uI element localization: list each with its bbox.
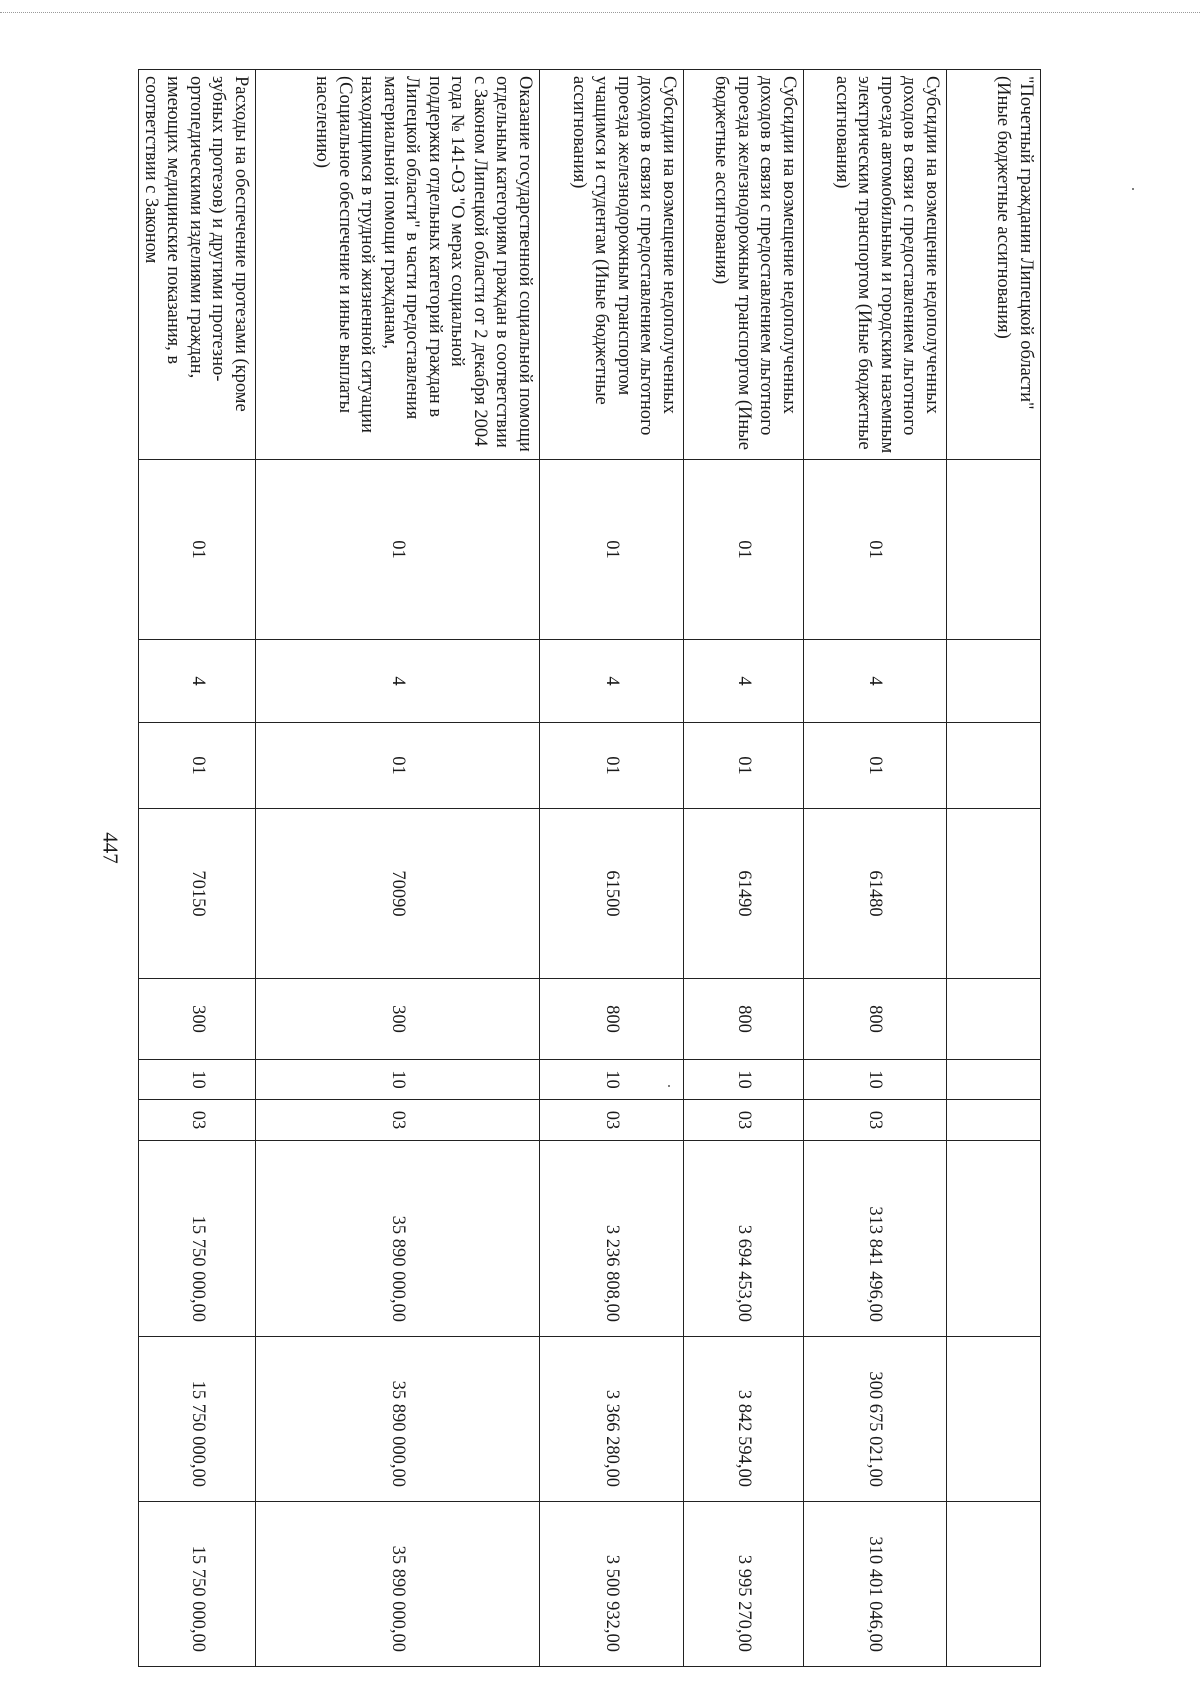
table-row [804, 70, 947, 1667]
table-row [947, 70, 1041, 1667]
cell-code7: 03 [684, 1100, 804, 1141]
cell-amount1 [947, 1141, 1041, 1337]
cell-amount2: 15 750 000,00 [139, 1337, 256, 1502]
cell-code4: 61480 [804, 809, 947, 979]
cell-code7: 03 [540, 1100, 684, 1141]
cell-code6 [947, 1060, 1041, 1100]
cell-code5: 300 [139, 979, 256, 1060]
rotated-table-sheet [141, 69, 1041, 1666]
cell-amount3: 3 995 270,00 [684, 1502, 804, 1667]
row-description: Оказание государственной социальной помощи отдельным категориям граждан в соответствии с Законом Липецкой области от 2 декабря 2004 года № 141-ОЗ "О мерах социальной поддержки отдельных категорий граждан в Липецкой области" в части предоставления материальной помощи гражданам, находящимся в трудной жизненной ситуации (Социальное обеспечение и иные выплаты населению) [256, 70, 540, 460]
cell-code3: 01 [684, 723, 804, 809]
cell-code1 [947, 460, 1041, 640]
row-description: "Почетный гражданин Липецкой области" (Иные бюджетные ассигнования) [947, 70, 1041, 460]
cell-amount1: 15 750 000,00 [139, 1141, 256, 1337]
cell-code3: 01 [804, 723, 947, 809]
table-row [256, 70, 540, 1667]
cell-code6: 10 [540, 1060, 684, 1100]
cell-code3 [947, 723, 1041, 809]
cell-amount1: 3 236 808,00 [540, 1141, 684, 1337]
cell-code5: 300 [256, 979, 540, 1060]
row-description: Расходы на обеспечение протезами (кроме зубных протезов) и другими протезно-ортопедическими изделиями граждан, имеющих медицинские показания, в соответствии с Законом [139, 70, 256, 460]
row-description: Субсидии на возмещение недополученных доходов в связи с предоставлением льготного проезда железнодорожным транспортом учащимся и студентам (Иные бюджетные ассигнования) [540, 70, 684, 460]
cell-amount3: 35 890 000,00 [256, 1502, 540, 1667]
cell-amount3: 3 500 932,00 [540, 1502, 684, 1667]
cell-code3: 01 [540, 723, 684, 809]
cell-code2: 4 [804, 640, 947, 723]
cell-amount3 [947, 1502, 1041, 1667]
cell-amount2: 3 366 280,00 [540, 1337, 684, 1502]
cell-code6: 10 [804, 1060, 947, 1100]
scan-speck [1132, 188, 1134, 190]
cell-code3: 01 [139, 723, 256, 809]
cell-code1: 01 [139, 460, 256, 640]
cell-code1: 01 [540, 460, 684, 640]
cell-code7: 03 [139, 1100, 256, 1141]
cell-amount1: 313 841 496,00 [804, 1141, 947, 1337]
table-row [684, 70, 804, 1667]
scan-top-edge [0, 12, 1200, 13]
cell-code5: 800 [804, 979, 947, 1060]
budget-table [139, 69, 1042, 1667]
cell-amount2: 300 675 021,00 [804, 1337, 947, 1502]
cell-amount2 [947, 1337, 1041, 1502]
cell-code4 [947, 809, 1041, 979]
table-row [540, 70, 684, 1667]
cell-code1: 01 [684, 460, 804, 640]
cell-code3: 01 [256, 723, 540, 809]
table-row [139, 70, 256, 1667]
cell-amount3: 310 401 046,00 [804, 1502, 947, 1667]
cell-code5 [947, 979, 1041, 1060]
cell-code6: 10 [684, 1060, 804, 1100]
cell-code2: 4 [139, 640, 256, 723]
cell-amount1: 3 694 453,00 [684, 1141, 804, 1337]
cell-code4: 70150 [139, 809, 256, 979]
cell-code4: 61490 [684, 809, 804, 979]
cell-code2: 4 [540, 640, 684, 723]
cell-amount2: 3 842 594,00 [684, 1337, 804, 1502]
cell-code7: 03 [256, 1100, 540, 1141]
cell-code6: 10 [139, 1060, 256, 1100]
cell-code2 [947, 640, 1041, 723]
cell-amount2: 35 890 000,00 [256, 1337, 540, 1502]
cell-code7: 03 [804, 1100, 947, 1141]
cell-amount1: 35 890 000,00 [256, 1141, 540, 1337]
cell-code4: 61500 [540, 809, 684, 979]
cell-code5: 800 [684, 979, 804, 1060]
cell-code7 [947, 1100, 1041, 1141]
cell-code6: 10 [256, 1060, 540, 1100]
cell-code2: 4 [256, 640, 540, 723]
page-number: 447 [98, 832, 123, 864]
cell-code4: 70090 [256, 809, 540, 979]
cell-code5: 800 [540, 979, 684, 1060]
cell-code1: 01 [256, 460, 540, 640]
cell-code2: 4 [684, 640, 804, 723]
cell-amount3: 15 750 000,00 [139, 1502, 256, 1667]
cell-code1: 01 [804, 460, 947, 640]
row-description: Субсидии на возмещение недополученных доходов в связи с предоставлением льготного проезда железнодорожным транспортом (Иные бюджетные ассигнования) [684, 70, 804, 460]
row-description: Субсидии на возмещение недополученных доходов в связи с предоставлением льготного проезда автомобильным и городским наземным электрическим транспортом (Иные бюджетные ассигнования) [804, 70, 947, 460]
